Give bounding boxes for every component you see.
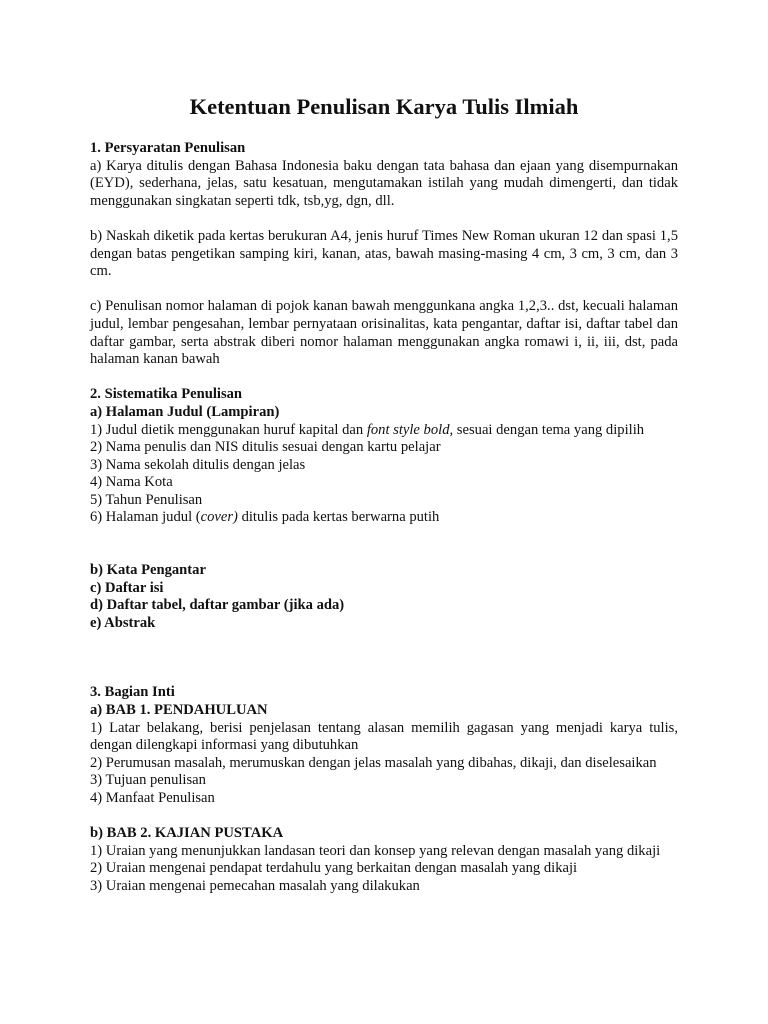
section-1-paragraph-c: c) Penulisan nomor halaman di pojok kanan bawah menggunkana angka 1,2,3.. dst, kecuali halaman judul, lembar pengesahan, lembar pernyataan orisinalitas, kata pengantar, daftar isi, daftar tabel dan daftar gambar, serta abstrak diberi nomor halaman menggunakan angka romawi i, ii, iii, dst, pada halaman kanan bawah bbox=[90, 298, 678, 368]
section-2-sub-c: c) Daftar isi bbox=[90, 579, 164, 596]
section-2-sub-d: d) Daftar tabel, daftar gambar (jika ada) bbox=[90, 597, 345, 614]
item-6-italic: cover) bbox=[200, 509, 238, 526]
item-6-text-end: ditulis pada kertas berwarna putih bbox=[237, 509, 440, 526]
section-1-heading: 1. Persyaratan Penulisan bbox=[90, 140, 246, 156]
section-2-item-6 bbox=[90, 509, 678, 527]
section-1-paragraph-a: a) Karya ditulis dengan Bahasa Indonesia baku dengan tata bahasa dan ejaan yang disempurnakan (EYD), sederhana, jelas, satu kesatuan, mengutamakan istilah yang mudah dimengerti, dan tidak menggunakan singkatan seperti tdk, tsb,yg, dgn, dll. bbox=[90, 157, 678, 209]
bab-1-item-3: 3) Tujuan penulisan bbox=[90, 772, 206, 789]
section-2-item-5: 5) Tahun Penulisan bbox=[90, 491, 203, 508]
section-2-heading: 2. Sistematika Penulisan bbox=[90, 386, 243, 403]
bab-2-heading: b) BAB 2. KAJIAN PUSTAKA bbox=[90, 825, 284, 842]
section-2-item-4: 4) Nama Kota bbox=[90, 474, 173, 491]
section-2-item-2: 2) Nama penulis dan NIS ditulis sesuai dengan kartu pelajar bbox=[90, 439, 441, 456]
bab-2-item-2: 2) Uraian mengenai pendapat terdahulu yang berkaitan dengan masalah yang dikaji bbox=[90, 860, 578, 877]
section-3-heading: 3. Bagian Inti bbox=[90, 684, 175, 701]
bab-1-item-2: 2) Perumusan masalah, merumuskan dengan jelas masalah yang dibahas, dikaji, dan diselesaikan bbox=[90, 754, 657, 771]
bab-2-item-1: 1) Uraian yang menunjukkan landasan teori dan konsep yang relevan dengan masalah yang dikaji bbox=[90, 842, 661, 859]
bab-1-item-4: 4) Manfaat Penulisan bbox=[90, 790, 215, 806]
item-1-italic: font style bold, bbox=[366, 421, 454, 438]
bab-1-item-1: 1) Latar belakang, berisi penjelasan tentang alasan memilih gagasan yang menjadi karya tulis, dengan dilengkapi informasi yang dibutuhkan bbox=[90, 719, 678, 754]
document-title: Ketentuan Penulisan Karya Tulis Ilmiah bbox=[189, 94, 579, 119]
bab-2-item-3: 3) Uraian mengenai pemecahan masalah yang dilakukan bbox=[90, 877, 420, 894]
section-2-item-1 bbox=[90, 422, 678, 440]
section-1-paragraph-b: b) Naskah diketik pada kertas berukuran A4, jenis huruf Times New Roman ukuran 12 dan spasi 1,5 dengan batas pengetikan samping kiri, kanan, atas, bawah masing-masing 4 cm, 3 cm, 3 cm, dan 3 cm. bbox=[90, 227, 678, 280]
section-2-sub-b: b) Kata Pengantar bbox=[90, 562, 206, 579]
section-2-sub-a: a) Halaman Judul (Lampiran) bbox=[90, 403, 280, 420]
document-page bbox=[90, 92, 678, 896]
bab-1-heading: a) BAB 1. PENDAHULUAN bbox=[90, 702, 268, 719]
item-1-text-end: sesuai dengan tema yang dipilih bbox=[453, 421, 645, 438]
section-2-sub-e: e) Abstrak bbox=[90, 614, 156, 631]
item-1-text: 1) Judul dietik menggunakan huruf kapital dan bbox=[90, 421, 367, 438]
section-2-item-3: 3) Nama sekolah ditulis dengan jelas bbox=[90, 456, 306, 473]
item-6-text: 6) Halaman judul ( bbox=[90, 509, 201, 526]
